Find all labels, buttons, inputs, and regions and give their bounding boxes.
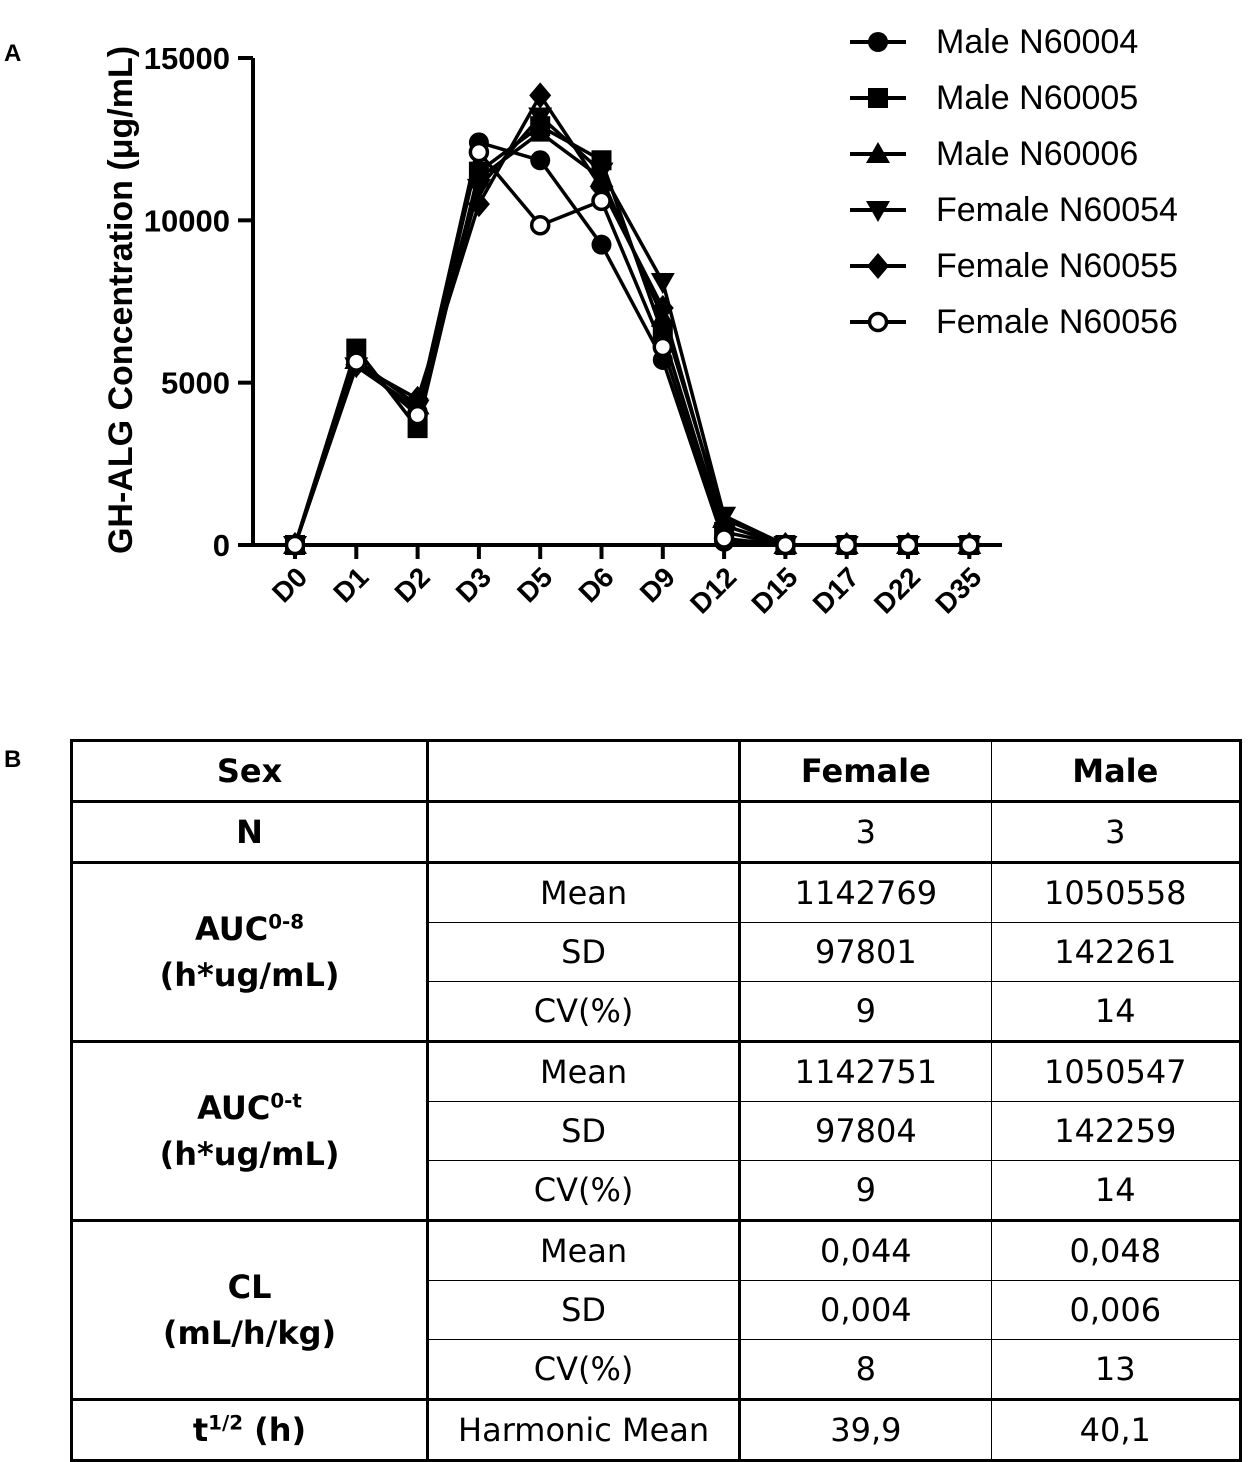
male-cell: 0,006 [991, 1281, 1240, 1340]
chart-legend [848, 14, 1178, 350]
x-tick-label: D3 [449, 561, 498, 609]
header-male: Male [991, 741, 1240, 802]
x-tick-label: D12 [684, 561, 743, 620]
n-row [72, 802, 1241, 863]
table-header-row [72, 741, 1241, 802]
female-cell: 8 [740, 1340, 991, 1400]
x-tick-label: D15 [745, 561, 804, 620]
y-tick-label: 10000 [143, 203, 230, 239]
data-point [287, 537, 304, 554]
male-cell: 14 [991, 1161, 1240, 1221]
data-point [530, 150, 550, 170]
param-main: AUC [197, 1088, 271, 1127]
x-tick-label: D2 [388, 561, 436, 609]
legend-label: Female N60054 [936, 190, 1178, 229]
y-tick-label: 0 [212, 528, 230, 563]
param-unit: (mL/h/kg) [162, 1314, 337, 1352]
male-cell: 0,048 [991, 1221, 1240, 1281]
n-stat [428, 802, 740, 863]
data-point [593, 192, 610, 209]
data-point [777, 537, 794, 554]
data-point [592, 235, 612, 255]
legend-item [848, 182, 1178, 238]
param-main: CL [227, 1267, 272, 1306]
legend-swatch [848, 134, 908, 174]
data-point [532, 217, 549, 234]
legend-item [848, 294, 1178, 350]
male-cell: 40,1 [991, 1400, 1240, 1461]
legend-item [848, 238, 1178, 294]
param-cl [72, 1221, 428, 1400]
param-auc-0-t [72, 1042, 428, 1221]
panel-a-label: A [4, 40, 22, 67]
female-cell: 0,044 [740, 1221, 991, 1281]
stat-cell: Mean [428, 863, 740, 923]
param-main: AUC [194, 909, 269, 948]
female-cell: 9 [740, 1161, 991, 1221]
data-point [470, 144, 487, 161]
n-female: 3 [740, 802, 991, 863]
legend-label: Male N60005 [936, 78, 1139, 117]
panel-b-label: B [4, 746, 22, 773]
data-point [838, 537, 855, 554]
data-point [654, 338, 671, 355]
data-point [348, 353, 365, 370]
legend-label: Female N60056 [936, 302, 1178, 341]
male-cell: 1050558 [991, 863, 1240, 923]
data-point [409, 407, 426, 424]
param-main: t [192, 1411, 209, 1449]
stat-cell: SD [428, 1102, 740, 1161]
x-tick-label: D5 [511, 561, 559, 609]
female-cell: 97804 [740, 1102, 991, 1161]
header-stat [428, 741, 740, 802]
pk-table [70, 739, 1242, 1462]
param-unit: (h*ug/mL) [159, 956, 340, 994]
legend-item [848, 14, 1178, 70]
data-point [961, 537, 978, 554]
female-cell: 97801 [740, 923, 991, 982]
x-tick-label: D6 [572, 561, 620, 609]
legend-label: Male N60006 [936, 134, 1139, 173]
male-cell: 14 [991, 982, 1240, 1042]
param-unit: (h*ug/mL) [159, 1135, 340, 1173]
legend-swatch [848, 246, 908, 286]
table-row [72, 1042, 1241, 1102]
table-row [72, 863, 1241, 923]
param-sup: 1/2 [208, 1411, 243, 1435]
header-sex: Sex [72, 741, 428, 802]
x-tick-label: D17 [806, 561, 865, 620]
param-half-life [72, 1400, 428, 1461]
x-tick-label: D9 [633, 561, 682, 609]
x-tick-label: D22 [867, 561, 927, 620]
female-cell: 0,004 [740, 1281, 991, 1340]
stat-cell: SD [428, 1281, 740, 1340]
n-label: N [72, 802, 428, 863]
legend-swatch [848, 190, 908, 230]
param-unit: (h) [243, 1411, 307, 1449]
female-cell: 39,9 [740, 1400, 991, 1461]
param-sup: 0-t [270, 1088, 302, 1112]
female-cell: 9 [740, 982, 991, 1042]
female-cell: 1142751 [740, 1042, 991, 1102]
stat-cell: CV(%) [428, 982, 740, 1042]
x-tick-label: D1 [327, 561, 375, 609]
legend-swatch [848, 22, 908, 62]
x-tick-label: D35 [929, 561, 988, 620]
stat-cell: SD [428, 923, 740, 982]
stat-cell: CV(%) [428, 1340, 740, 1400]
legend-item [848, 70, 1178, 126]
legend-swatch [848, 78, 908, 118]
half-life-row [72, 1400, 1241, 1461]
male-cell: 142259 [991, 1102, 1240, 1161]
x-tick-label: D0 [266, 561, 314, 609]
legend-label: Female N60055 [936, 246, 1178, 285]
legend-item [848, 126, 1178, 182]
male-cell: 1050547 [991, 1042, 1240, 1102]
male-cell: 142261 [991, 923, 1240, 982]
stat-cell: Mean [428, 1042, 740, 1102]
stat-cell: Mean [428, 1221, 740, 1281]
stat-cell: CV(%) [428, 1161, 740, 1221]
y-tick-label: 5000 [161, 365, 230, 401]
y-axis-title: GH-ALG Concentration (μg/mL) [102, 45, 140, 555]
table-row [72, 1221, 1241, 1281]
male-cell: 13 [991, 1340, 1240, 1400]
stat-cell: Harmonic Mean [428, 1400, 740, 1461]
n-male: 3 [991, 802, 1240, 863]
param-auc-0-8 [72, 863, 428, 1042]
data-point [716, 530, 733, 547]
legend-label: Male N60004 [936, 22, 1139, 61]
legend-swatch [848, 302, 908, 342]
data-point [900, 537, 917, 554]
param-sup: 0-8 [268, 909, 305, 933]
y-tick-label: 15000 [143, 41, 230, 76]
header-female: Female [740, 741, 991, 802]
female-cell: 1142769 [740, 863, 991, 923]
